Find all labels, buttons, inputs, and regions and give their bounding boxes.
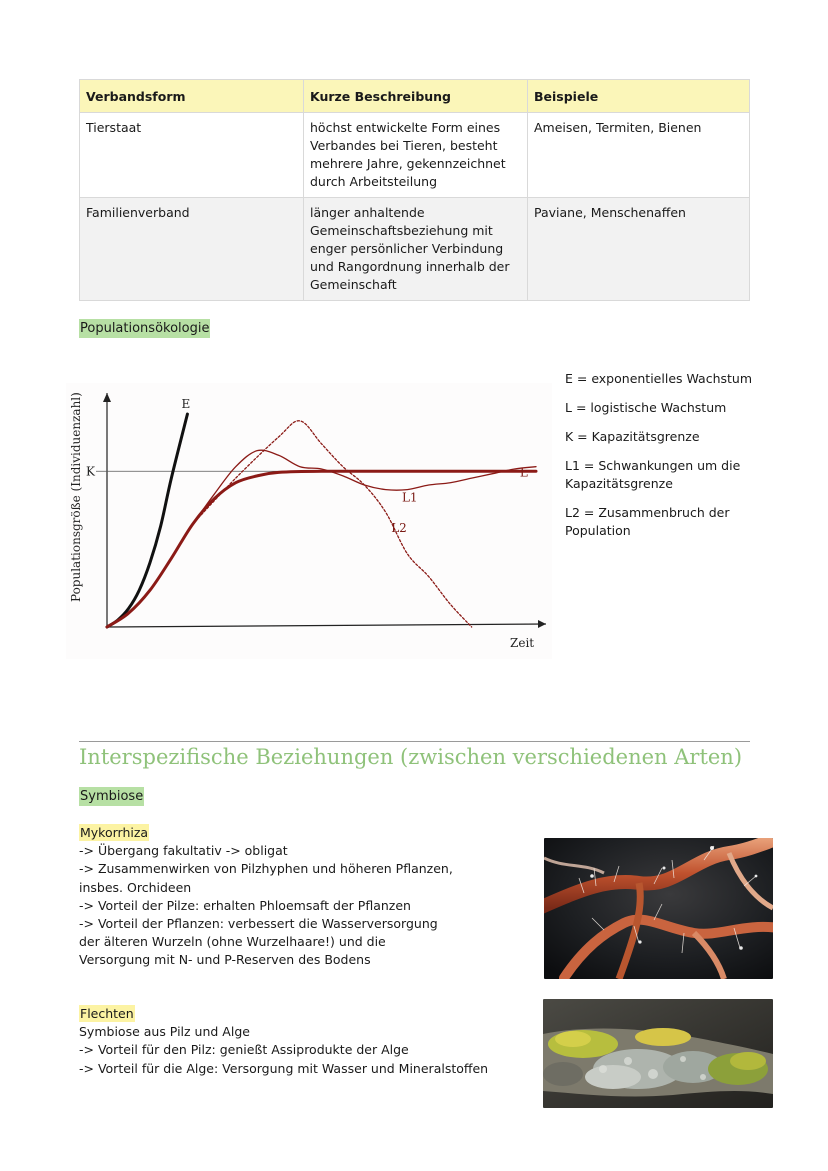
table-cell-description <box>304 198 528 301</box>
description-line: mehrere Jahre, gekennzeichnet <box>310 156 506 171</box>
series-l-label: L <box>519 465 528 480</box>
header-beschreibung: Kurze Beschreibung <box>304 80 528 113</box>
mykorrhiza-line: -> Vorteil der Pflanzen: verbessert die Wasserversorgung <box>79 916 438 932</box>
description-line: höchst entwickelte Form eines <box>310 120 501 135</box>
table-cell-examples: Paviane, Menschenaffen <box>528 198 750 301</box>
flechten-line: Symbiose aus Pilz und Alge <box>79 1024 250 1040</box>
flechten-photo <box>543 999 773 1108</box>
population-growth-chart <box>66 383 552 659</box>
section-label-populationsoekologie <box>79 321 210 336</box>
table-cell-examples: Ameisen, Termiten, Bienen <box>528 113 750 198</box>
symbiose-label-text: Symbiose <box>80 789 144 804</box>
mykorrhiza-photo <box>544 838 773 979</box>
description-line: Verbandes bei Tieren, besteht <box>310 138 498 153</box>
y-axis-label: Populationsgröße (Individuenzahl) <box>69 392 83 602</box>
table-cell-form: Familienverband <box>80 198 304 301</box>
mykorrhiza-line: Versorgung mit N- und P-Reserven des Bodens <box>79 952 371 968</box>
section-label-text: Populationsökologie <box>80 321 210 336</box>
flechten-block <box>79 1005 488 1078</box>
description-line: länger anhaltende <box>310 205 425 220</box>
series-l2-label: L2 <box>391 520 407 535</box>
legend-entry-k: K = Kapazitätsgrenze <box>565 429 700 444</box>
section-divider <box>79 741 750 742</box>
mykorrhiza-line: -> Zusammenwirken von Pilzhyphen und höheren Pflanzen, <box>79 861 453 877</box>
description-line: und Rangordnung innerhalb der <box>310 259 510 274</box>
table-header-row <box>80 80 750 113</box>
chart-background <box>66 383 552 659</box>
k-label: K <box>86 464 95 479</box>
table-row <box>80 113 750 198</box>
mykorrhiza-line: -> Übergang fakultativ -> obligat <box>79 843 288 859</box>
description-line: Gemeinschaft <box>310 277 397 292</box>
table-row <box>80 198 750 301</box>
mykorrhiza-line: insbes. Orchideen <box>79 879 192 895</box>
series-e-label: E <box>181 397 191 412</box>
legend-entry-l: L = logistische Wachstum <box>565 400 727 415</box>
flechten-line: -> Vorteil für den Pilz: genießt Assiprodukte der Alge <box>79 1042 409 1058</box>
heading-interspezifische-beziehungen: Interspezifische Beziehungen (zwischen verschiedenen Arten) <box>79 745 743 769</box>
legend-entry-l1: L1 = Schwankungen um die Kapazitätsgrenze <box>565 458 741 491</box>
description-line: enger persönlicher Verbindung <box>310 241 504 256</box>
description-line: Gemeinschaftsbeziehung mit <box>310 223 493 238</box>
series-l1-label: L1 <box>401 490 418 505</box>
flechten-title: Flechten <box>80 1006 134 1021</box>
table-cell-form: Tierstaat <box>80 113 304 198</box>
mykorrhiza-line: der älteren Wurzeln (ohne Wurzelhaare!) und die <box>79 934 386 950</box>
mykorrhiza-block <box>79 824 453 970</box>
chart-legend <box>565 370 765 551</box>
header-verbandsform: Verbandsform <box>80 80 304 113</box>
section-label-symbiose <box>79 789 144 804</box>
x-axis-label: Zeit <box>510 636 535 650</box>
description-line: durch Arbeitsteilung <box>310 174 438 189</box>
flechten-line: -> Vorteil für die Alge: Versorgung mit Wasser und Mineralstoffen <box>79 1060 489 1076</box>
verbandsform-table <box>79 79 750 301</box>
table-cell-description <box>304 113 528 198</box>
header-beispiele: Beispiele <box>528 80 750 113</box>
legend-entry-l2: L2 = Zusammenbruch der Population <box>565 505 730 538</box>
mykorrhiza-title: Mykorrhiza <box>80 825 149 840</box>
legend-entry-e: E = exponentielles Wachstum <box>565 371 753 386</box>
mykorrhiza-line: -> Vorteil der Pilze: erhalten Phloemsaft der Pflanzen <box>79 897 411 913</box>
